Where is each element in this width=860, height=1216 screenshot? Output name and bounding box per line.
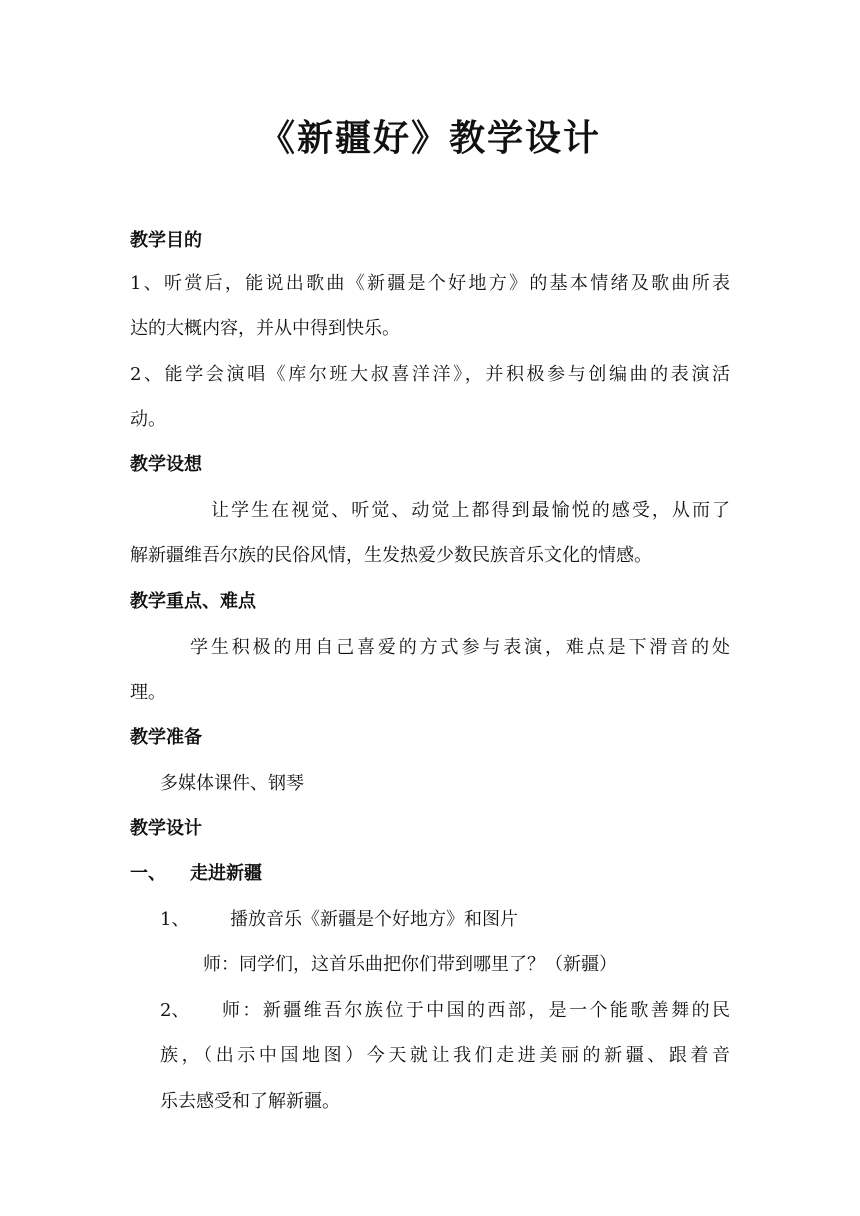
heading-idea: 教学设想 <box>130 454 202 475</box>
step1-number: 1、 <box>160 909 190 930</box>
document-title: 《新疆好》教学设计 <box>258 117 601 159</box>
goals-item2-line1: 2、能学会演唱《库尔班大叔喜洋洋》，并积极参与创编曲的表演活 <box>130 364 730 385</box>
step2-line3: 乐去感受和了解新疆。 <box>160 1091 340 1112</box>
step1-text: 播放音乐《新疆是个好地方》和图片 <box>230 909 518 930</box>
section1-title: 走进新疆 <box>190 863 262 884</box>
idea-line1: 让学生在视觉、听觉、动觉上都得到最愉悦的感受，从而了 <box>211 500 730 521</box>
key-points-line2: 理。 <box>130 682 166 703</box>
heading-design: 教学设计 <box>130 818 202 839</box>
heading-goals: 教学目的 <box>130 230 202 251</box>
goals-item1-line1: 1、听赏后，能说出歌曲《新疆是个好地方》的基本情绪及歌曲所表 <box>130 273 730 294</box>
goals-item1-line2: 达的大概内容，并从中得到快乐。 <box>130 318 400 339</box>
heading-key-points: 教学重点、难点 <box>130 591 256 612</box>
preparation-text: 多媒体课件、钢琴 <box>160 773 304 794</box>
step1-dialogue: 师：同学们，这首乐曲把你们带到哪里了？（新疆） <box>203 954 617 975</box>
key-points-line1: 学生积极的用自己喜爱的方式参与表演，难点是下滑音的处 <box>190 637 730 658</box>
step2-line2: 族，（出示中国地图）今天就让我们走进美丽的新疆、跟着音 <box>160 1045 730 1066</box>
step2-line1: 师：新疆维吾尔族位于中国的西部，是一个能歌善舞的民 <box>222 1000 730 1021</box>
goals-item2-line2: 动。 <box>130 409 166 430</box>
heading-preparation: 教学准备 <box>130 727 202 748</box>
step2-number: 2、 <box>160 1000 190 1021</box>
idea-line2: 解新疆维吾尔族的民俗风情，生发热爱少数民族音乐文化的情感。 <box>130 545 652 566</box>
section1-number: 一、 <box>130 863 166 884</box>
